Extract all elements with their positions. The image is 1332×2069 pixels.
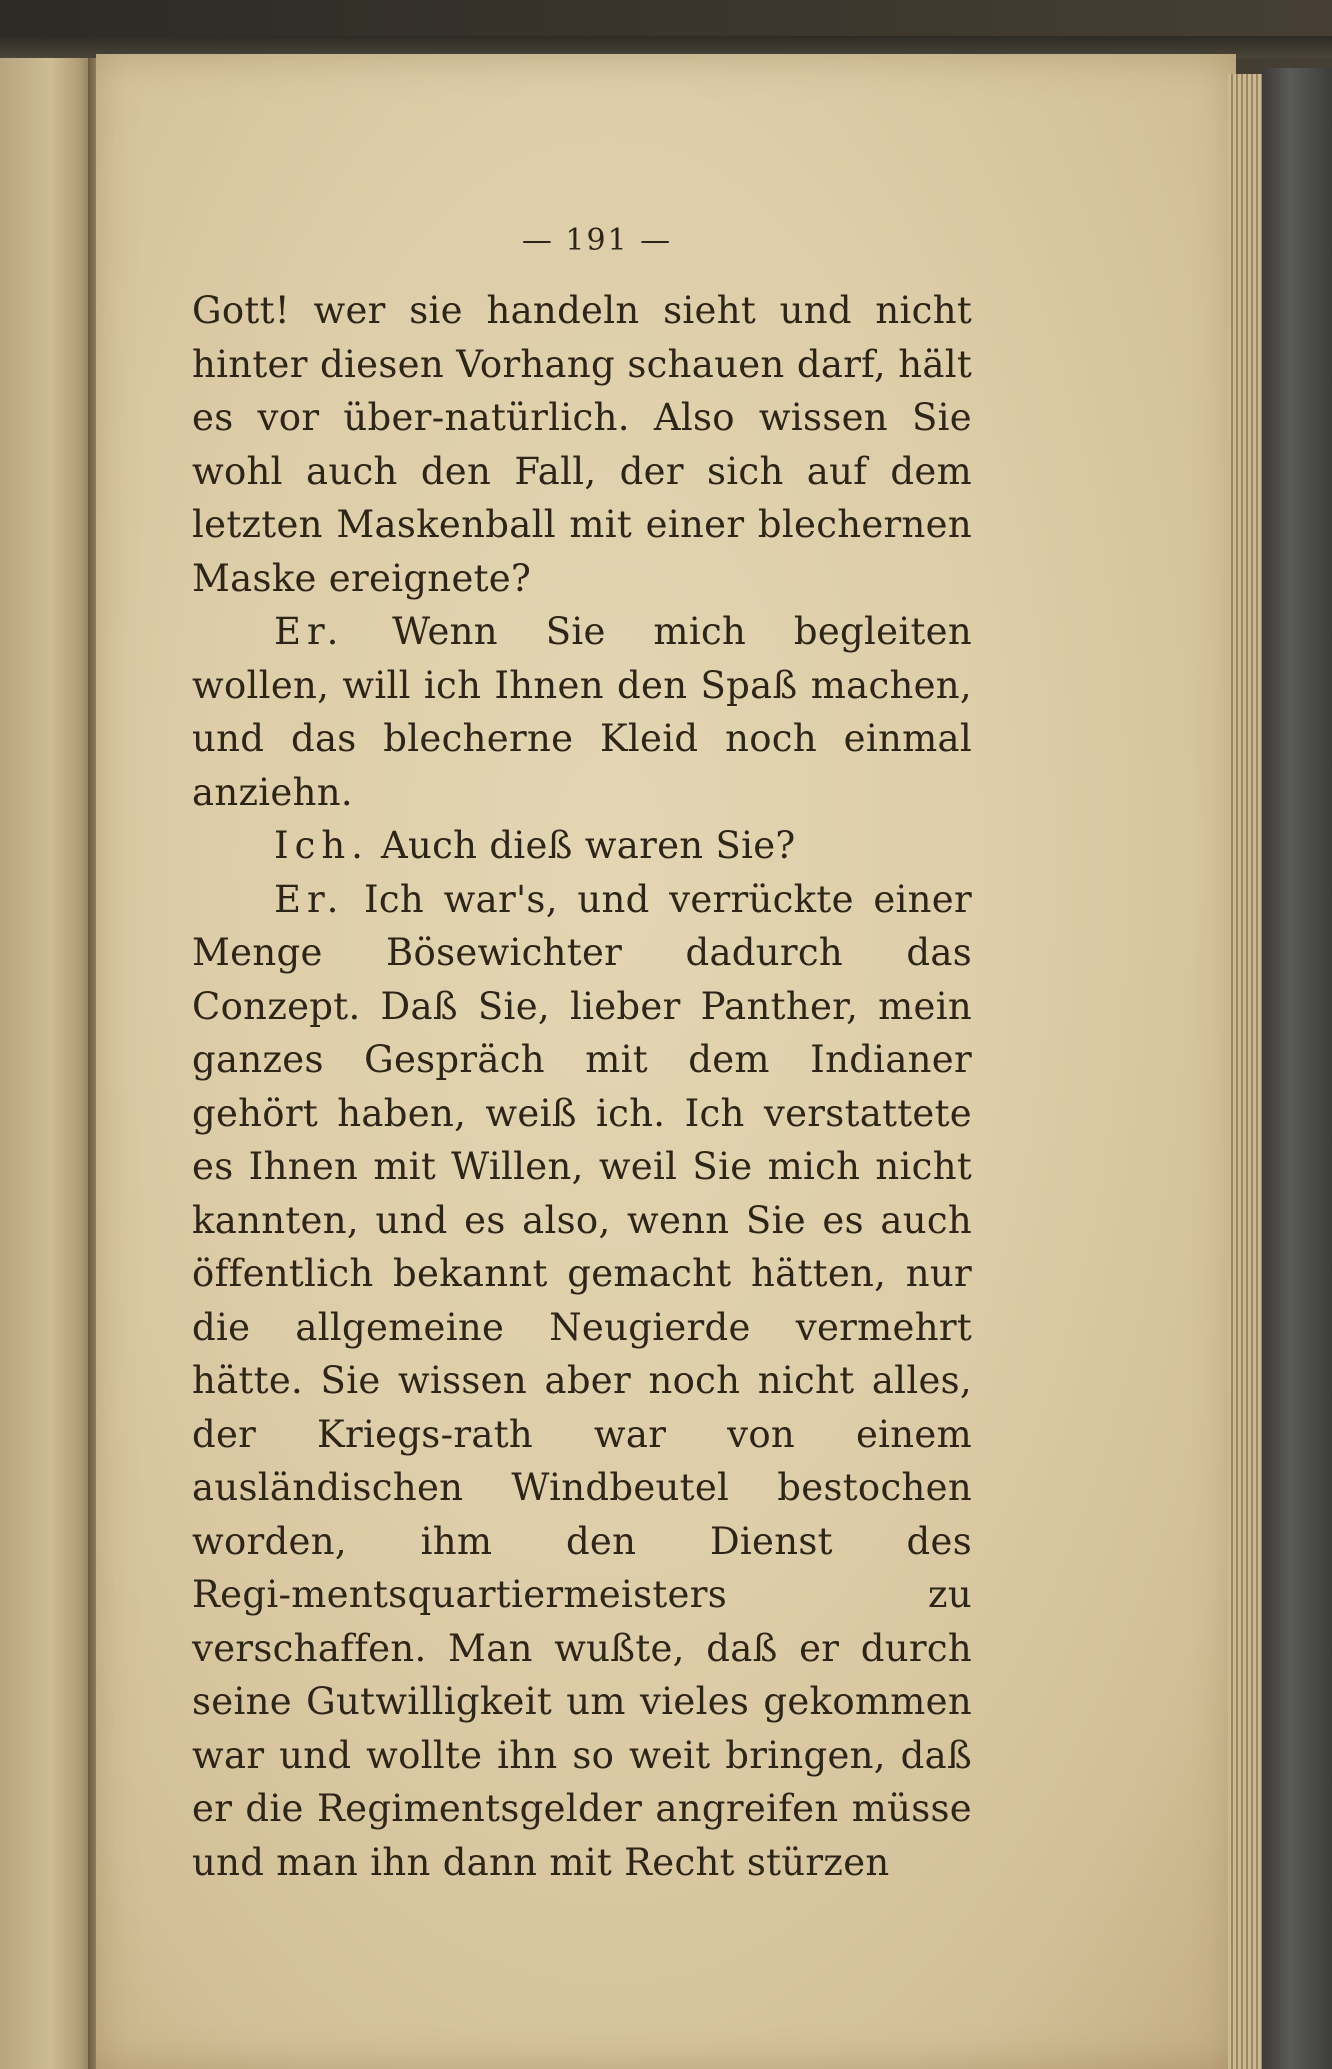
paragraph-2-text: Wenn Sie mich begleiten wollen, will ich Ihnen den Spaß machen, und das blecherne Kleid noch einmal anziehn. bbox=[192, 610, 972, 814]
paragraph-4 bbox=[192, 873, 972, 1890]
speaker-label: Er. bbox=[274, 877, 345, 921]
paragraph-1 bbox=[192, 284, 972, 605]
speaker-label: Er. bbox=[274, 610, 345, 653]
paragraph-3-text: Auch dieß waren Sie? bbox=[368, 824, 796, 867]
speaker-label: Ich. bbox=[274, 824, 369, 867]
page-text-block bbox=[192, 223, 972, 1889]
paragraph-4-text: Ich war's, und verrückte einer Menge Bösewichter dadurch das Conzept. Daß Sie, lieber Panther, mein ganzes Gespräch mit dem Indianer gehört haben, weiß ich. Ich verstattete es Ihnen mit Willen, weil Sie mich nicht kannten, und es also, wenn Sie es auch öffentlich bekannt gemacht hätten, nur die allgemeine Neugierde vermehrt hätte. Sie wissen aber noch nicht alles, der Kriegs‑rath war von einem ausländischen Windbeutel bestochen worden, ihm den Dienst des Regi‑mentsquartiermeisters zu verschaffen. Man wußte, daß er durch seine Gutwilligkeit um vieles gekommen war und wollte ihn so weit bringen, daß er die Regimentsgelder angreifen müsse und man ihn dann mit Recht stürzen bbox=[192, 877, 972, 1884]
paragraph-3 bbox=[192, 819, 972, 873]
book-cover-edge bbox=[1262, 68, 1332, 2069]
paragraph-1-text: Gott! wer sie handeln sieht und nicht hinter diesen Vorhang schauen darf, hält es vor über‑natürlich. Also wissen Sie wohl auch den Fall, der sich auf dem letzten Maskenball mit einer blechernen Maske ereignete? bbox=[192, 289, 972, 600]
page-number: — 191 — bbox=[521, 223, 673, 258]
left-facing-page-edge bbox=[0, 40, 92, 2069]
paragraph-2 bbox=[192, 605, 972, 819]
